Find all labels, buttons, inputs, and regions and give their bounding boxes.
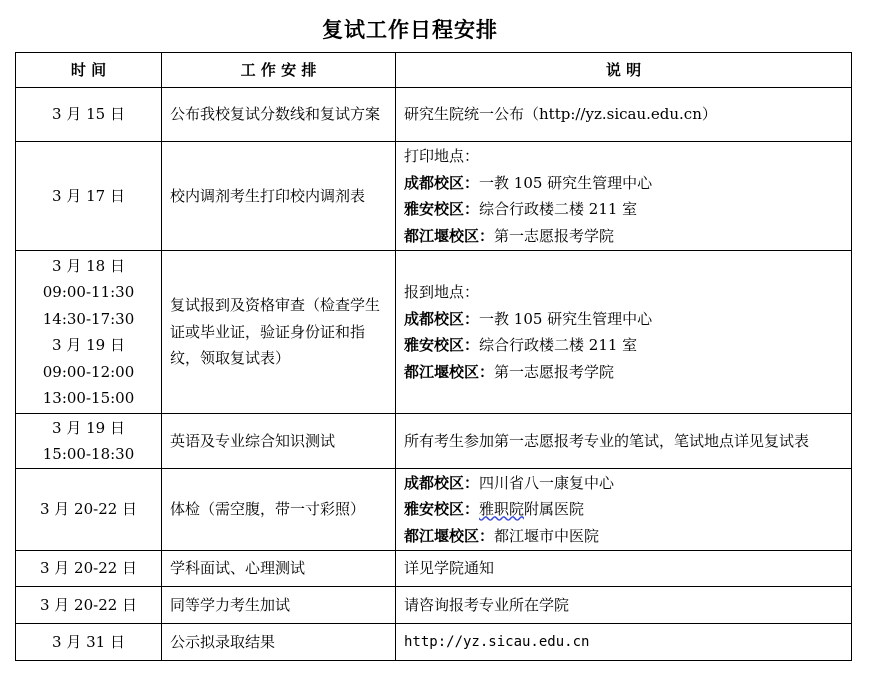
header-note: 说 明 bbox=[396, 53, 852, 88]
campus-label: 都江堰校区： bbox=[404, 226, 495, 245]
task-cell: 校内调剂考生打印校内调剂表 bbox=[162, 142, 396, 251]
note-cell bbox=[396, 88, 852, 142]
time-line: 3 月 20-22 日 bbox=[39, 595, 138, 614]
campus-label: 成都校区： bbox=[404, 173, 480, 192]
campus-value: 第一志愿报考学院 bbox=[494, 362, 615, 381]
task-cell: 公布我校复试分数线和复试方案 bbox=[162, 88, 396, 142]
spellcheck-underlined-text: 雅职院 bbox=[479, 500, 525, 519]
schedule-table bbox=[15, 52, 852, 661]
campus-line bbox=[404, 359, 843, 386]
campus-line bbox=[404, 496, 843, 523]
time-cell bbox=[16, 88, 162, 142]
note-text: 详见学院通知 bbox=[404, 559, 495, 578]
time-cell bbox=[16, 414, 162, 469]
note-intro: 打印地点： bbox=[404, 147, 480, 165]
header-task: 工 作 安 排 bbox=[162, 53, 396, 88]
time-line: 3 月 19 日 bbox=[52, 336, 125, 354]
time-cell bbox=[16, 551, 162, 587]
result-url: http://yz.sicau.edu.cn bbox=[404, 634, 590, 651]
time-cell bbox=[16, 251, 162, 414]
campus-label: 雅安校区： bbox=[404, 336, 480, 354]
campus-line bbox=[404, 223, 843, 250]
task-cell: 英语及专业综合知识测试 bbox=[162, 414, 396, 469]
time-line: 3 月 17 日 bbox=[52, 186, 125, 205]
table-row bbox=[16, 142, 852, 251]
header-time: 时 间 bbox=[16, 53, 162, 88]
note-text: 请咨询报考专业所在学院 bbox=[404, 595, 570, 614]
table-row bbox=[16, 414, 852, 469]
campus-value: 一教 105 研究生管理中心 bbox=[479, 173, 653, 192]
table-row bbox=[16, 587, 852, 624]
note-cell bbox=[396, 587, 852, 624]
campus-label: 成都校区： bbox=[404, 309, 480, 328]
campus-line bbox=[404, 306, 843, 333]
campus-label: 都江堰校区： bbox=[404, 526, 495, 545]
note-cell bbox=[396, 469, 852, 551]
campus-line bbox=[404, 332, 843, 359]
time-line: 3 月 31 日 bbox=[52, 632, 125, 651]
campus-line bbox=[404, 523, 843, 550]
time-line: 3 月 20-22 日 bbox=[39, 559, 138, 578]
table-row bbox=[16, 469, 852, 551]
note-text: 所有考生参加第一志愿报考专业的笔试，笔试地点详见复试表 bbox=[404, 431, 810, 450]
task-cell: 学科面试、心理测试 bbox=[162, 551, 396, 587]
time-cell bbox=[16, 142, 162, 251]
time-line: 3 月 19 日 bbox=[52, 418, 125, 437]
table-header-row bbox=[16, 53, 852, 88]
time-line: 09:00-11:30 bbox=[42, 283, 135, 301]
time-cell bbox=[16, 469, 162, 551]
note-cell bbox=[396, 624, 852, 661]
task-cell: 复试报到及资格审查（检查学生证或毕业证，验证身份证和指纹，领取复试表） bbox=[162, 251, 396, 414]
time-line: 3 月 18 日 bbox=[52, 256, 125, 275]
table-row bbox=[16, 251, 852, 414]
table-row bbox=[16, 551, 852, 587]
time-line: 3 月 15 日 bbox=[52, 105, 125, 124]
document-title: 复试工作日程安排 bbox=[322, 17, 498, 42]
note-cell bbox=[396, 142, 852, 251]
time-cell bbox=[16, 624, 162, 661]
note-text: 研究生院统一公布（http://yz.sicau.edu.cn） bbox=[404, 105, 717, 124]
campus-value: 附属医院 bbox=[524, 500, 585, 519]
campus-line bbox=[404, 170, 843, 197]
note-intro: 报到地点： bbox=[404, 283, 480, 301]
campus-value: 都江堰市中医院 bbox=[494, 526, 600, 545]
time-line: 15:00-18:30 bbox=[42, 445, 135, 463]
campus-value: 综合行政楼二楼 211 室 bbox=[479, 200, 638, 218]
note-cell bbox=[396, 414, 852, 469]
campus-value: 第一志愿报考学院 bbox=[494, 226, 615, 245]
campus-label: 都江堰校区： bbox=[404, 362, 495, 381]
campus-label: 成都校区： bbox=[404, 473, 480, 492]
note-cell bbox=[396, 551, 852, 587]
campus-line bbox=[404, 470, 843, 497]
task-cell: 同等学力考生加试 bbox=[162, 587, 396, 624]
time-line: 13:00-15:00 bbox=[42, 389, 135, 407]
table-row bbox=[16, 624, 852, 661]
campus-value: 一教 105 研究生管理中心 bbox=[479, 309, 653, 328]
campus-label: 雅安校区： bbox=[404, 200, 480, 218]
note-cell bbox=[396, 251, 852, 414]
campus-value: 综合行政楼二楼 211 室 bbox=[479, 336, 638, 354]
campus-value: 四川省八一康复中心 bbox=[479, 473, 615, 492]
campus-line bbox=[404, 196, 843, 223]
time-cell bbox=[16, 587, 162, 624]
task-cell: 公示拟录取结果 bbox=[162, 624, 396, 661]
time-line: 3 月 20-22 日 bbox=[39, 500, 138, 519]
table-row bbox=[16, 88, 852, 142]
campus-label: 雅安校区： bbox=[404, 500, 480, 519]
time-line: 09:00-12:00 bbox=[42, 362, 135, 381]
task-cell: 体检（需空腹，带一寸彩照） bbox=[162, 469, 396, 551]
time-line: 14:30-17:30 bbox=[42, 309, 135, 328]
